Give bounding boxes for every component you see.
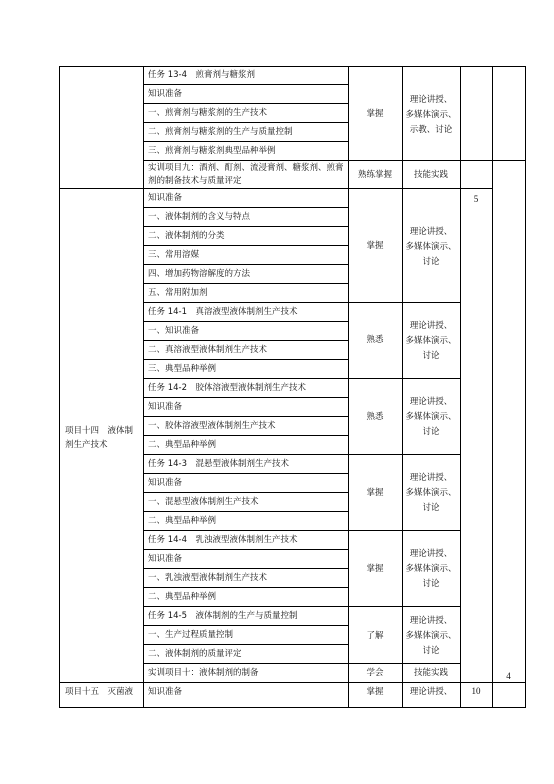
content-row: 一、混悬型液体制剂生产技术 [148, 497, 259, 507]
method-line: 讨论 [422, 579, 440, 589]
method-line: 理论讲授、 [409, 687, 453, 697]
method-line: 讨论 [422, 257, 440, 267]
table-top-border [60, 66, 525, 67]
method-line: 讨论 [422, 503, 440, 513]
method-line: 示教、讨论 [409, 125, 453, 135]
method-cell: 技能实践 [413, 170, 448, 180]
method-line: 讨论 [422, 646, 440, 656]
task-14-5-title: 任务 14-5 液体制剂的生产与质量控制 [148, 611, 298, 621]
method-line: 多媒体演示、 [405, 242, 457, 252]
method-line: 理论讲授、 [409, 321, 453, 331]
hours-theory: 5 [473, 194, 479, 204]
content-row: 一、生产过程质量控制 [148, 630, 234, 640]
method-line: 讨论 [422, 427, 440, 437]
requirement-cell: 熟练掌握 [357, 170, 392, 180]
hours-theory: 10 [471, 686, 481, 696]
method-line: 多媒体演示、 [405, 488, 457, 498]
requirement-cell: 掌握 [366, 241, 384, 251]
method-line: 多媒体演示、 [405, 631, 457, 641]
content-row: 一、乳浊液型液体制剂生产技术 [148, 573, 268, 583]
col-divider-1 [143, 66, 144, 707]
task-14-1-title: 任务 14-1 真溶液型液体制剂生产技术 [148, 307, 298, 317]
content-row: 二、煎膏剂与糖浆剂的生产与质量控制 [148, 127, 293, 137]
method-line: 多媒体演示、 [405, 564, 457, 574]
hours-practice: 4 [506, 671, 511, 681]
content-row: 一、知识准备 [148, 326, 200, 336]
col-divider-5 [492, 66, 493, 707]
col-divider-2 [348, 66, 349, 707]
content-row: 知识准备 [148, 89, 183, 99]
requirement-cell: 掌握 [366, 488, 384, 498]
content-row: 二、液体制剂的质量评定 [148, 649, 242, 659]
content-row: 二、真溶液型液体制剂生产技术 [148, 345, 268, 355]
content-row: 三、煎膏剂与糖浆剂典型品种举例 [148, 146, 276, 156]
col-divider-4 [460, 66, 461, 707]
content-row: 知识准备 [148, 478, 183, 488]
method-line: 理论讲授、 [409, 227, 453, 237]
content-row: 二、典型品种举例 [148, 440, 217, 450]
training-9-text: 实训项目九：酒剂、酊剂、流浸膏剂、糖浆剂、煎膏剂的制备技术与质量评定 [148, 163, 344, 186]
task-14-4-title: 任务 14-4 乳浊液型液体制剂生产技术 [148, 535, 298, 545]
requirement-cell: 熟悉 [366, 412, 384, 422]
requirement-cell: 了解 [366, 631, 384, 641]
method-line: 多媒体演示、 [405, 336, 457, 346]
content-row: 二、液体制剂的分类 [148, 231, 225, 241]
content-row: 五、常用附加剂 [148, 288, 208, 298]
method-line: 讨论 [422, 351, 440, 361]
content-row: 知识准备 [148, 687, 183, 697]
requirement-cell: 熟悉 [366, 335, 384, 345]
task-13-4-title: 任务 13-4 煎膏剂与糖浆剂 [148, 70, 255, 80]
content-row: 知识准备 [148, 554, 183, 564]
requirement-cell: 掌握 [366, 564, 384, 574]
method-line: 理论讲授、 [409, 95, 453, 105]
content-row: 知识准备 [148, 193, 183, 203]
content-row: 一、煎膏剂与糖浆剂的生产技术 [148, 108, 268, 118]
method-line: 多媒体演示、 [405, 110, 457, 120]
project-15-name: 项目十五 灭菌液 [65, 687, 134, 697]
method-line: 理论讲授、 [409, 549, 453, 559]
content-row: 知识准备 [148, 402, 183, 412]
requirement-cell: 学会 [366, 668, 384, 678]
content-row: 一、液体制剂的含义与特点 [148, 212, 251, 222]
content-row: 三、典型品种举例 [148, 364, 217, 374]
training-10-text: 实训项目十：液体制剂的制备 [148, 668, 259, 678]
method-line: 理论讲授、 [409, 397, 453, 407]
project-14-name: 项目十四 液体制剂生产技术 [65, 426, 134, 450]
method-line: 理论讲授、 [409, 473, 453, 483]
method-cell: 技能实践 [413, 668, 448, 678]
task-14-3-title: 任务 14-3 混悬型液体制剂生产技术 [148, 459, 289, 469]
col-divider-3 [402, 66, 403, 707]
content-row: 三、常用溶媒 [148, 250, 200, 260]
method-line: 多媒体演示、 [405, 412, 457, 422]
content-row: 四、增加药物溶解度的方法 [148, 269, 251, 279]
curriculum-table [59, 66, 526, 708]
method-line: 理论讲授、 [409, 616, 453, 626]
content-row: 二、典型品种举例 [148, 516, 217, 526]
requirement-cell: 掌握 [366, 109, 384, 119]
task-14-2-title: 任务 14-2 胶体溶液型液体制剂生产技术 [148, 383, 306, 393]
content-row: 二、典型品种举例 [148, 592, 217, 602]
content-row: 一、胶体溶液型液体制剂生产技术 [148, 421, 276, 431]
requirement-cell: 掌握 [366, 687, 384, 697]
